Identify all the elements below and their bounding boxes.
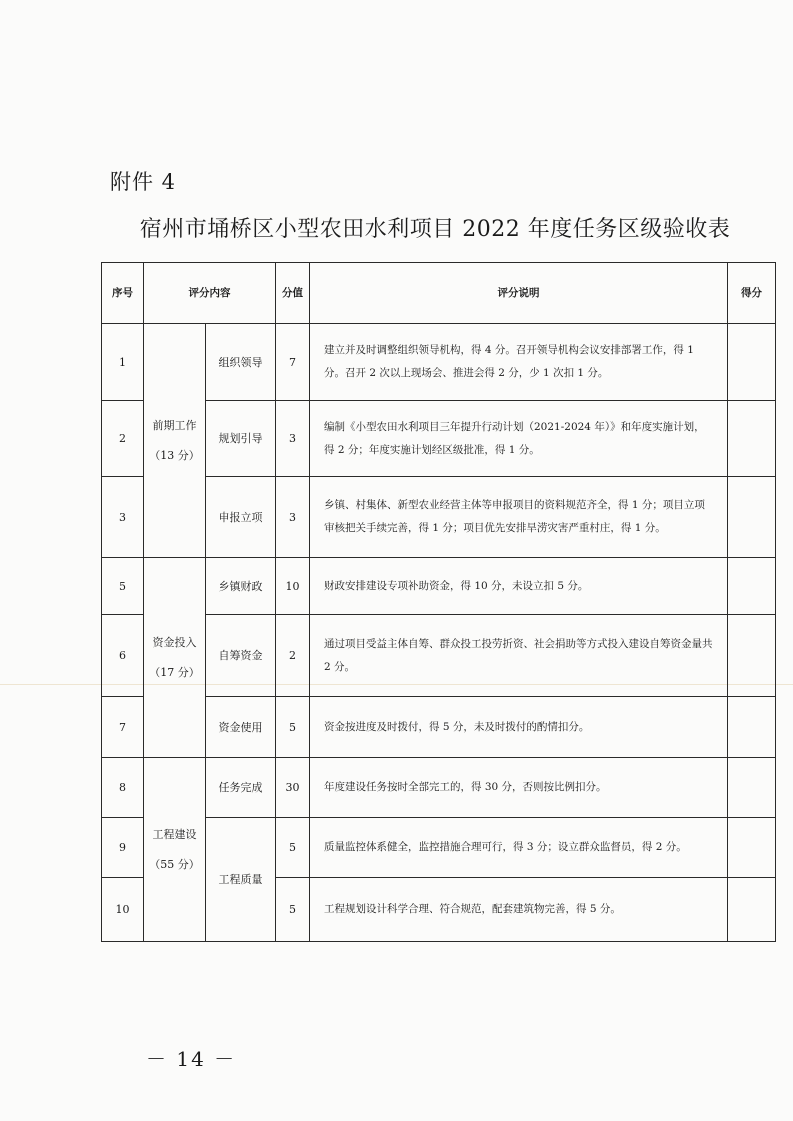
row-no: 5 [102, 558, 144, 615]
row-got [728, 697, 776, 758]
row-no: 7 [102, 697, 144, 758]
row-no: 1 [102, 324, 144, 401]
row-got [728, 558, 776, 615]
row-got [728, 878, 776, 942]
row-got [728, 477, 776, 558]
header-score: 分值 [276, 263, 310, 324]
group-cell [144, 324, 206, 558]
group-name: 工程建设 [152, 827, 197, 841]
row-item: 组织领导 [206, 324, 276, 401]
row-got [728, 818, 776, 878]
header-no: 序号 [102, 263, 144, 324]
row-score: 3 [276, 401, 310, 477]
row-desc: 通过项目受益主体自筹、群众投工投劳折资、社会捐助等方式投入建设自筹资金量共 2 分。 [310, 615, 728, 697]
row-item: 申报立项 [206, 477, 276, 558]
table-header-row [102, 263, 776, 324]
row-score: 2 [276, 615, 310, 697]
row-no: 10 [102, 878, 144, 942]
group-points: （13 分） [149, 448, 200, 462]
row-desc: 质量监控体系健全，监控措施合理可行，得 3 分；设立群众监督员，得 2 分。 [310, 818, 728, 878]
row-score: 10 [276, 558, 310, 615]
row-item: 任务完成 [206, 758, 276, 818]
row-desc: 财政安排建设专项补助资金，得 10 分，未设立扣 5 分。 [310, 558, 728, 615]
row-score: 3 [276, 477, 310, 558]
row-no: 8 [102, 758, 144, 818]
row-desc: 年度建设任务按时全部完工的，得 30 分，否则按比例扣分。 [310, 758, 728, 818]
row-item: 乡镇财政 [206, 558, 276, 615]
row-desc: 编制《小型农田水利项目三年提升行动计划（2021-2024 年）》和年度实施计划，得 2 分；年度实施计划经区级批准，得 1 分。 [310, 401, 728, 477]
group-points: （17 分） [149, 665, 200, 679]
group-cell [144, 758, 206, 942]
row-score: 5 [276, 818, 310, 878]
row-desc: 资金按进度及时拨付，得 5 分，未及时拨付的酌情扣分。 [310, 697, 728, 758]
table-row [102, 558, 776, 615]
row-got [728, 615, 776, 697]
row-no: 9 [102, 818, 144, 878]
table-row [102, 324, 776, 401]
group-cell [144, 558, 206, 758]
header-content: 评分内容 [144, 263, 276, 324]
group-points: （55 分） [149, 857, 200, 871]
acceptance-score-table [101, 262, 776, 942]
row-score: 5 [276, 878, 310, 942]
row-no: 3 [102, 477, 144, 558]
row-item: 规划引导 [206, 401, 276, 477]
row-desc: 工程规划设计科学合理、符合规范，配套建筑物完善，得 5 分。 [310, 878, 728, 942]
row-score: 30 [276, 758, 310, 818]
row-score: 5 [276, 697, 310, 758]
header-got: 得分 [728, 263, 776, 324]
row-got [728, 758, 776, 818]
table-row [102, 758, 776, 818]
page-title: 宿州市埇桥区小型农田水利项目 2022 年度任务区级验收表 [139, 217, 731, 242]
group-name: 前期工作 [152, 418, 197, 432]
row-no: 6 [102, 615, 144, 697]
row-no: 2 [102, 401, 144, 477]
row-got [728, 324, 776, 401]
row-got [728, 401, 776, 477]
group-name: 资金投入 [152, 635, 197, 649]
row-desc: 建立并及时调整组织领导机构，得 4 分。召开领导机构会议安排部署工作，得 1 分。召开 2 次以上现场会、推进会得 2 分，少 1 次扣 1 分。 [310, 324, 728, 401]
row-desc: 乡镇、村集体、新型农业经营主体等申报项目的资料规范齐全，得 1 分；项目立项审核把关手续完善，得 1 分；项目优先安排旱涝灾害严重村庄，得 1 分。 [310, 477, 728, 558]
row-item: 自筹资金 [206, 615, 276, 697]
attachment-label: 附件 4 [110, 170, 177, 194]
header-desc: 评分说明 [310, 263, 728, 324]
row-score: 7 [276, 324, 310, 401]
row-item: 工程质量 [206, 818, 276, 942]
row-item: 资金使用 [206, 697, 276, 758]
page-number: － 14 － [146, 1047, 237, 1071]
